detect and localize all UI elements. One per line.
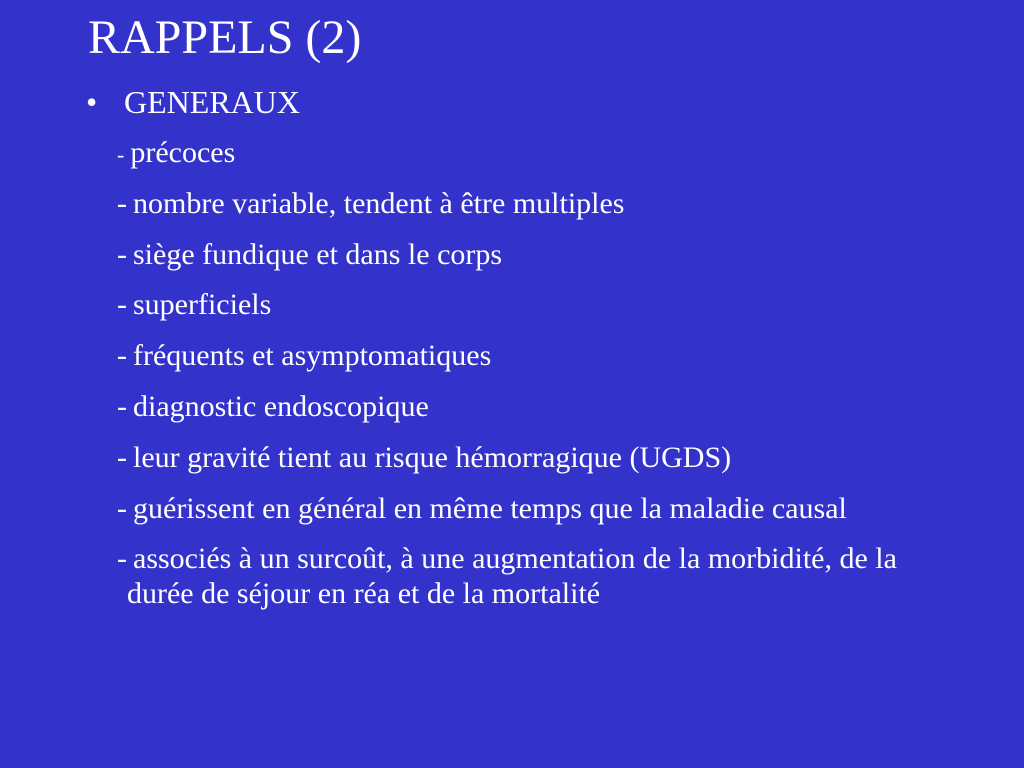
sub-item-text: siège fundique et dans le corps — [133, 237, 503, 271]
sub-item — [117, 441, 957, 476]
bullet-marker: • — [86, 84, 98, 120]
sub-item-text: nombre variable, tendent à être multiples — [133, 186, 625, 220]
sub-item-text: diagnostic endoscopique — [133, 389, 429, 423]
dash-marker: - — [117, 186, 127, 220]
dash-marker: - — [117, 440, 127, 474]
sub-item-text: superficiels — [133, 288, 272, 322]
dash-marker: - — [117, 389, 127, 423]
sub-item-text: précoces — [130, 136, 236, 169]
sub-item — [117, 492, 957, 527]
sub-item — [117, 288, 957, 323]
sub-item-text: leur gravité tient au risque hémorragique (UGDS) — [133, 440, 732, 474]
dash-marker: - — [117, 288, 127, 322]
dash-marker: - — [117, 142, 125, 167]
sub-item-text: guérissent en général en même temps que la maladie causal — [133, 491, 847, 525]
sub-item-list — [117, 136, 957, 628]
sub-item — [117, 542, 957, 612]
sub-item — [117, 187, 957, 222]
sub-item — [117, 390, 957, 425]
dash-marker: - — [117, 491, 127, 525]
slide-title: RAPPELS (2) — [88, 11, 362, 64]
sub-item — [117, 339, 957, 374]
dash-marker: - — [117, 542, 127, 576]
bullet-label: GENERAUX — [124, 84, 300, 120]
sub-item-text: associés à un surcoût, à une augmentation de la morbidité, de la durée de séjour en réa et de la mortalité — [127, 542, 897, 611]
sub-item — [117, 136, 957, 171]
sub-item-text: fréquents et asymptomatiques — [133, 339, 492, 373]
dash-marker: - — [117, 339, 127, 373]
bullet-generaux — [86, 83, 300, 121]
dash-marker: - — [117, 237, 127, 271]
sub-item — [117, 238, 957, 273]
